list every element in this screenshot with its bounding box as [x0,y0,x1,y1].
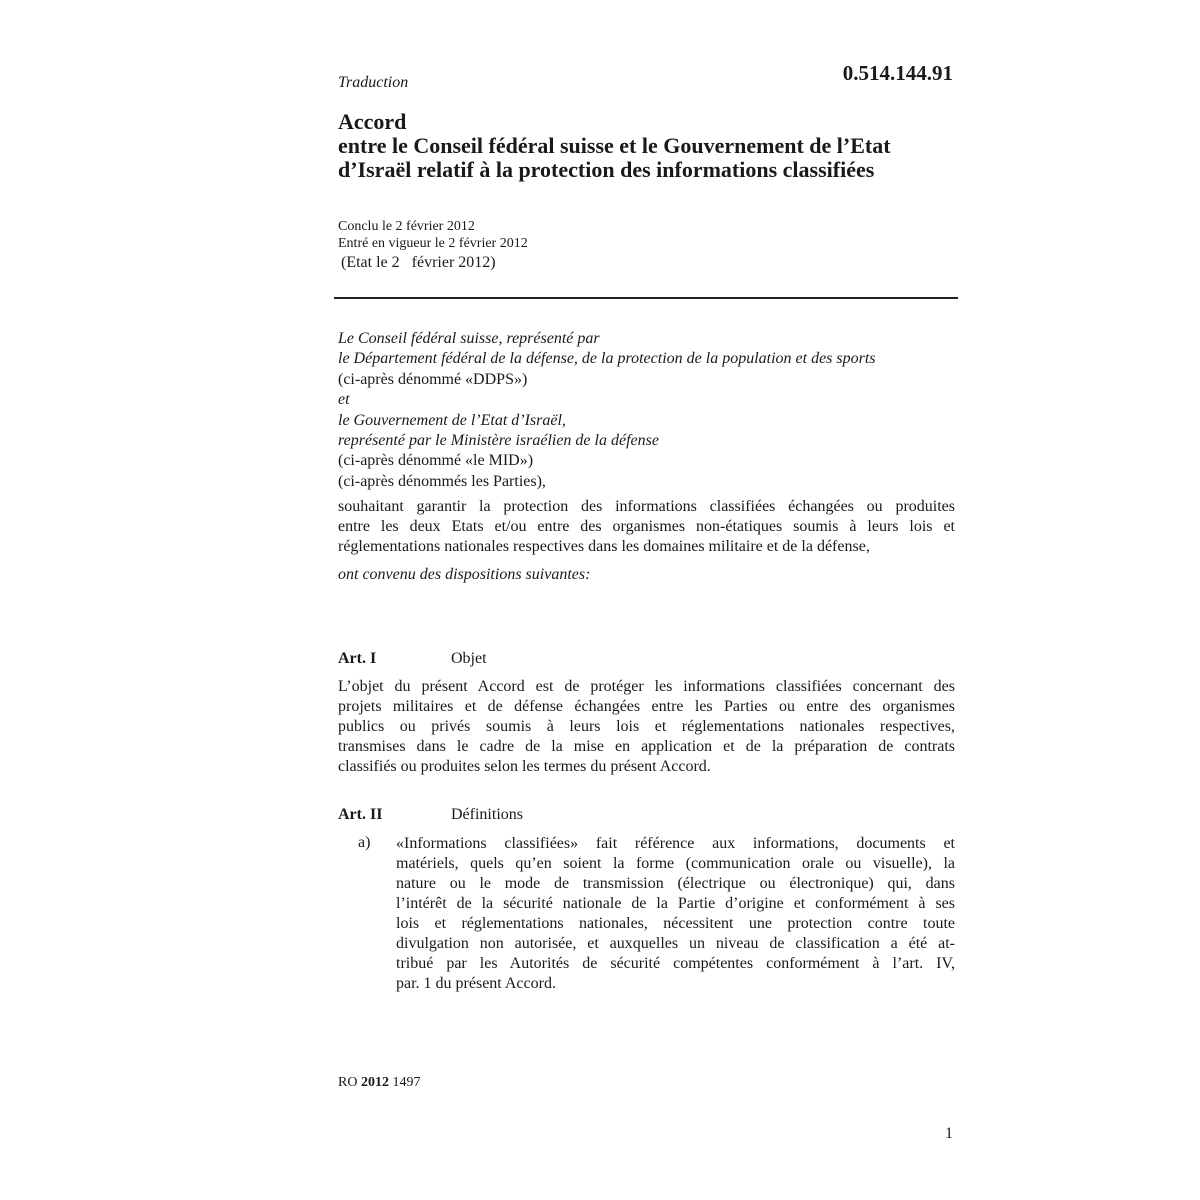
preamble-line: (ci-après dénommé «le MID») [338,452,534,470]
document-title [338,110,978,182]
preamble-wishing [338,497,955,557]
preamble-line: le Gouvernement de l’Etat d’Israël, [338,411,566,429]
preamble-line: Le Conseil fédéral suisse, représenté par [338,330,600,347]
title-line: Accord [338,109,407,134]
paragraph-line: projets militaires et de défense échangées entre les Parties ou entre des organismes [338,698,955,715]
article-title: Définitions [451,806,523,823]
preamble-agreed: ont convenu des dispositions suivantes: [338,566,591,583]
preamble-line: (ci-après dénommé «DDPS») [338,370,528,388]
paragraph-line: transmises dans le cadre de la mise en application et de la préparation de contrats [338,738,955,755]
horizontal-divider [334,297,958,299]
preamble-line: représenté par le Ministère israélien de la défense [338,432,659,450]
paragraph-line: classifiés ou produites selon les termes du présent Accord. [338,758,711,775]
paragraph-line: divulgation non autorisée, et auxquelles un niveau de classification a été at- [396,935,955,952]
article-number: Art. II [338,806,383,823]
paragraph-line: entre les deux Etats et/ou entre des organismes non-étatiques soumis à leurs lois et [338,518,955,535]
preamble-line: et [338,391,350,409]
preamble-line: le Département fédéral de la défense, de la protection de la population et des sports [338,350,876,368]
document-dates [338,218,528,271]
list-item [396,834,955,994]
paragraph-line: par. 1 du présent Accord. [396,975,556,992]
status-date: (Etat le 2 février 2012) [341,254,496,271]
ro-prefix: RO [338,1075,358,1090]
paragraph-line: souhaitant garantir la protection des informations classifiées échangées ou produites [338,498,955,515]
paragraph-line: réglementations nationales respectives dans les domaines militaire et de la défense, [338,538,870,555]
article-heading [338,650,487,668]
title-line: entre le Conseil fédéral suisse et le Gouvernement de l’Etat [338,133,891,158]
sr-number: 0.514.144.91 [842,61,953,85]
paragraph-line: l’intérêt de la sécurité nationale de la Partie d’origine et conformément à ses [396,895,955,912]
article-title: Objet [451,650,487,667]
list-item-letter: a) [358,834,371,851]
paragraph-line: L’objet du présent Accord est de protéger les informations classifiées concernant des [338,678,955,695]
in-force-date: Entré en vigueur le 2 février 2012 [338,236,528,251]
paragraph-line: publics ou privés soumis à leurs lois et réglementations nationales respectives, [338,718,955,735]
ro-page: 1497 [392,1075,421,1090]
preamble [338,329,958,492]
paragraph-line: matériels, quels qu’en soient la forme (communication orale ou visuelle), la [396,855,955,872]
ro-reference [338,1075,420,1091]
paragraph-line: «Informations classifiées» fait référence aux informations, documents et [396,835,955,852]
ro-year: 2012 [360,1075,389,1090]
translation-label: Traduction [338,74,409,91]
title-line: d’Israël relatif à la protection des informations classifiées [338,157,875,182]
paragraph-line: lois et réglementations nationales, nécessitent une protection contre toute [396,915,955,932]
paragraph-line: tribué par les Autorités de sécurité compétentes conformément à l’art. IV, [396,955,955,972]
article-heading [338,806,523,824]
preamble-line: (ci-après dénommés les Parties), [338,472,546,490]
concluded-date: Conclu le 2 février 2012 [338,219,475,234]
page-number: 1 [945,1125,953,1142]
paragraph-line: nature ou le mode de transmission (électrique ou électronique) qui, dans [396,875,955,892]
article-number: Art. I [338,650,377,667]
article-body [338,677,955,777]
